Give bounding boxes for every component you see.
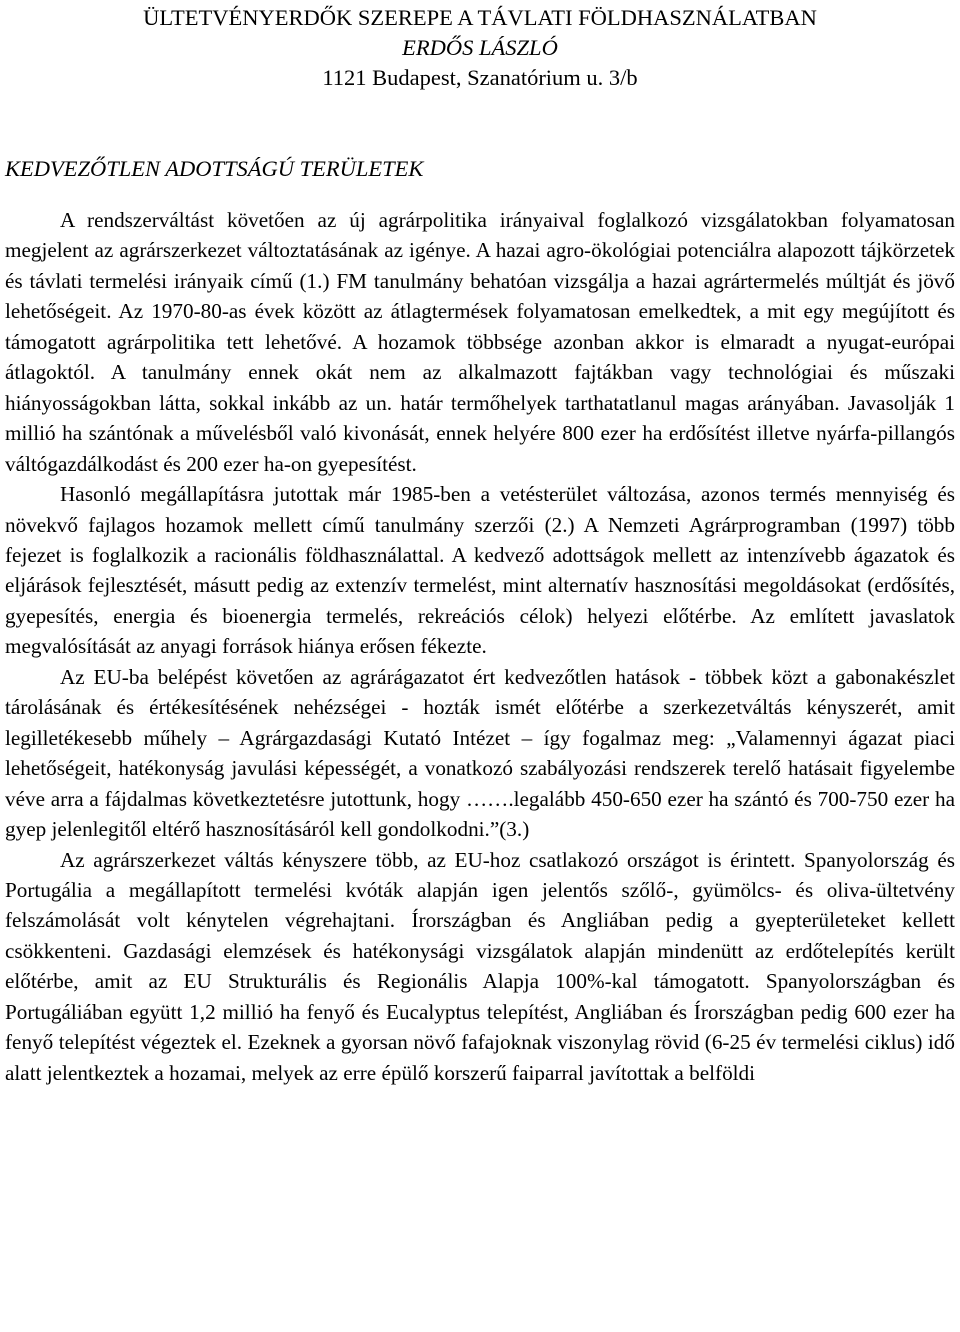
author-name: ERDŐS LÁSZLÓ xyxy=(402,35,558,60)
paragraph: A rendszerváltást követően az új agrárpolitika irányaival foglalkozó vizsgálatokban folyamatosan megjelent az agrárszerkezet változtatásának az igénye. A hazai agro-ökológiai potenciálra alapozott tájkörzetek és távlati termelési irányaik című (1.) FM tanulmány behatóan vizsgálja a hazai agrártermelés múltját és jövő lehetőségeit. Az 1970-80-as évek között az átlagtermések folyamatosan emelkedtek, a mit egy megújított és támogatott agrárpolitika tett lehetővé. A hozamok többsége azonban akkor is elmaradt a nyugat-európai átlagoktól. A tanulmány ennek okát nem az alkalmazott fajtákban vagy technológiai és műszaki hiányosságokban látta, sokkal inkább az un. határ termőhelyek tarthatatlanul magas arányában. Javasolják 1 millió ha szántónak a művelésből való kivonását, ennek helyére 800 ezer ha erdősítést illetve nyárfa-pillangós váltógazdálkodást és 200 ezer ha-on gyepesítést. xyxy=(5,208,955,476)
paragraph: Az EU-ba belépést követően az agrárágazatot ért kedvezőtlen hatások - többek közt a gabonakészlet tárolásának és értékesítésének nehézségei - hozták ismét előtérbe a szerkezetváltás kényszerét, amit legilletékesebb műhely – Agrárgazdasági Kutató Intézet – így fogalmaz meg: „Valamennyi ágazat piaci lehetőségeit, hatékonyság javulási képességét, a vonatkozó szabályozási rendszerek terelő hatásait figyelembe véve arra a fájdalmas következtetésre jutottunk, hogy …….legalább 450-650 ezer ha szántó és 700-750 ezer ha gyep jelenlegitől eltérő hasznosításáról kell gondolkodni.”(3.) xyxy=(5,664,955,842)
document-header xyxy=(5,3,955,93)
section-title: KEDVEZŐTLEN ADOTTSÁGÚ TERÜLETEK xyxy=(5,156,424,181)
document-page xyxy=(5,0,955,1088)
author-address: 1121 Budapest, Szanatórium u. 3/b xyxy=(322,65,638,90)
document-title: ÜLTETVÉNYERDŐK SZEREPE A TÁVLATI FÖLDHASZNÁLATBAN xyxy=(143,5,817,30)
body-text xyxy=(5,205,955,1088)
paragraph: Hasonló megállapításra jutottak már 1985-ben a vetésterület változása, azonos termés mennyiség és növekvő fajlagos hozamok mellett című tanulmány szerzői (2.) A Nemzeti Agrárprogramban (1997) több fejezet is foglalkozik a racionális földhasználattal. A kedvező adottságok mellett az intenzívebb ágazatok és eljárások fejlesztését, másutt pedig az extenzív termelést, mint alternatív hasznosítási megoldásokat (erdősítés, gyepesítés, energia és bioenergia termelés, rekreációs célok) helyezi előtérbe. Az említett javaslatok megvalósítását az anyagi források hiánya erősen fékezte. xyxy=(5,482,955,659)
paragraph: Az agrárszerkezet váltás kényszere több, az EU-hoz csatlakozó országot is érintett. Spanyolország és Portugália a megállapított termelési kvóták alapján igen jelentős szőlő-, gyümölcs- és oliva-ültetvény felszámolását volt kénytelen végrehajtani. Írországban és Angliában pedig a gyepterületeket kellett csökkenteni. Gazdasági elemzések és hatékonysági vizsgálatok alapján mindenütt az erdőtelepítés került előtérbe, amit az EU Strukturális és Regionális Alapja 100%-kal támogatott. Spanyolországban és Portugáliában együtt 1,2 millió ha fenyő és Eucalyptus telepítést, Angliában és Írországban pedig 600 ezer ha fenyő telepítést végeztek el. Ezeknek a gyorsan növő fafajoknak viszonylag rövid (6-25 év termelési ciklus) idő alatt jelentkeztek a hozamai, melyek az erre épülő korszerű faiparral javítottak a belföldi xyxy=(5,847,955,1085)
